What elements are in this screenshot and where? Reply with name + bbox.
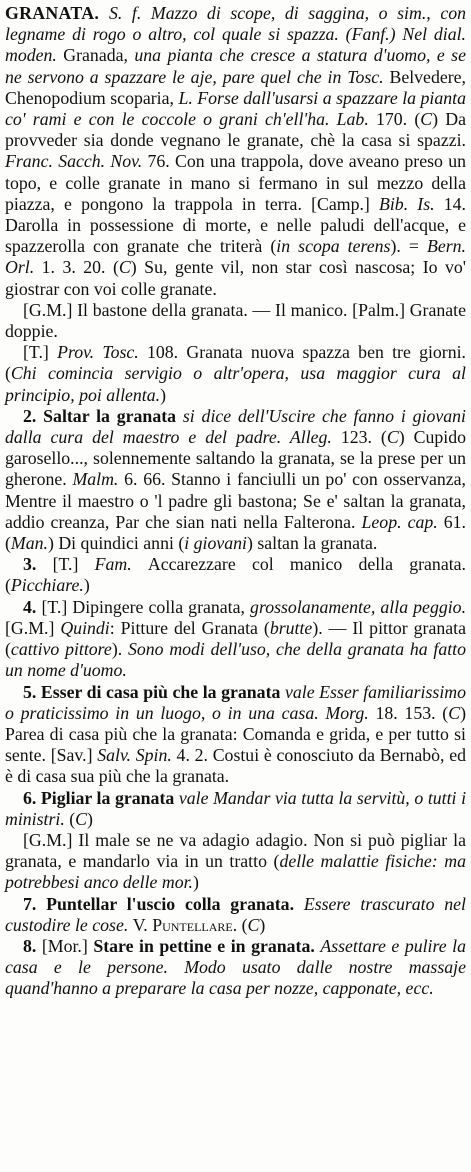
text-segment: [G.M.] Il bastone della granata. — Il manico. [Palm.] Granate doppie. [5, 299, 466, 342]
text-segment: brutte [269, 617, 313, 638]
text-segment: 6. 66. Stanno i fanciulli un po' con osservanza, Mentre il maestro o 'l padre gli bastona; Se e' saltan la granata, addio creanza, Par che sian nati nella Falterona. [5, 469, 467, 532]
entry-paragraph-sense-3 [5, 554, 466, 596]
text-segment: 14. Darolla in possessione di morte, e nelle paludi dell'acque, e spazzerolla con granate che triterà ( [5, 193, 466, 257]
text-segment: Chi comincia servigio o altr'opera, usa maggior cura al principio, poi allenta. [5, 363, 466, 405]
entry-paragraph-t-prov [5, 342, 466, 406]
text-segment: [G.M.] Il male se ne va adagio adagio. Non si può pigliar la granata, e mandarlo via in un tratto ( [5, 829, 466, 872]
text-segment: grossolanamente, alla peggio. [250, 596, 467, 617]
text-segment: Salv. Spin. [97, 745, 177, 766]
text-segment: ). [111, 639, 128, 660]
text-segment: ) Cupido garosello..., solennemente saltando la granata, se la prese per un gherone. [5, 427, 466, 490]
entry-paragraph-gm-bastone [5, 300, 466, 342]
text-segment: vale Mandar via tutta la servitù, o tutti i ministri. [5, 787, 467, 829]
entry-paragraph-sense-6 [5, 788, 466, 830]
text-segment: Belvedere, Chenopodium scoparia, [5, 66, 466, 108]
text-segment: C [247, 914, 260, 935]
text-segment: ). — Il pittor granata ( [5, 617, 466, 660]
text-segment: 4. [23, 596, 42, 617]
text-segment: ) [83, 575, 90, 596]
entry-paragraph-sense-5 [5, 682, 466, 788]
text-segment: Assettare e pulire la casa e le persone. Modo usato dalle nostre massaje quand'hanno a preparare la casa per nozze, capponate, ecc. [5, 935, 467, 999]
text-segment: Franc. Sacch. Nov. [5, 151, 148, 172]
text-segment: C [118, 257, 131, 278]
entry-paragraph-gm-male [5, 830, 466, 894]
text-segment: ) [259, 914, 266, 935]
text-segment: 108. Granata nuova spazza ben tre giorni. ( [5, 342, 466, 384]
text-segment: ). = [390, 236, 427, 257]
text-segment: una pianta che cresce a statura d'uomo, e se ne servono a spazzare le aje, pare quel che in Tosc. [5, 45, 466, 87]
entry-paragraph-sense-2 [5, 406, 466, 554]
text-segment: 7. Puntellar l'uscio colla granata. [23, 893, 304, 914]
text-segment: 2. Saltar la granata [23, 405, 183, 426]
text-segment: C [420, 109, 433, 130]
headword: GRANATA. [5, 3, 109, 23]
text-segment: [T.] [52, 554, 95, 575]
text-segment: V. [132, 914, 153, 935]
text-segment: i giovani [184, 533, 247, 554]
text-segment: ) Di quindici anni ( [47, 533, 185, 554]
text-segment: 18. 153. ( [375, 702, 449, 723]
text-segment: vale Esser familiarissimo o praticissimo in un luogo, o in una casa. Morg. [5, 681, 466, 723]
entry-paragraph-sense-8 [5, 936, 466, 1000]
text-segment: in scopa terens [276, 236, 391, 257]
text-segment: Fam. [94, 554, 148, 575]
text-segment: Bib. Is. [379, 193, 444, 214]
text-segment: Man. [10, 533, 48, 554]
text-segment: Prov. Tosc. [57, 342, 147, 363]
text-segment: 170. ( [375, 109, 421, 130]
entry-paragraph-sense-7 [5, 894, 466, 936]
text-segment: ) [193, 872, 199, 893]
text-segment: si dice dell'Uscire che fanno i giovani dalla cura del maestro e del padre. Alleg. [5, 405, 466, 448]
text-segment: S. f. Mazzo di scope, di saggina, o sim., con legname di rogo o altro, col quale si spazza. (Fanf.) Nel dial. moden. [5, 3, 466, 66]
text-segment: Leop. cap. [361, 511, 444, 532]
text-segment: 5. Esser di casa più che la granata [23, 681, 285, 702]
text-segment: ) Da provveder sia donde vegnano le granate, chè la casa si spazzi. [5, 109, 466, 151]
text-segment: ) [87, 808, 93, 829]
text-segment: 6. Pigliar la granata [23, 787, 179, 808]
text-segment: Granada, [63, 45, 135, 66]
text-segment: Bern. Orl. [5, 236, 466, 278]
text-segment: cattivo pittore [10, 639, 112, 660]
text-segment: [T.] [23, 342, 58, 363]
text-segment: Sono modi dell'uso, che della granata ha fatto un nome d'uomo. [5, 639, 467, 681]
entry-headword-definition [5, 3, 466, 300]
text-segment: 4. 2. Costui è conosciuto da Bernabò, ed è di casa sua più che la granata. [5, 745, 466, 787]
text-segment: 1. 3. 20. ( [41, 257, 119, 278]
text-segment: Stare in pettine e in granata. [93, 935, 321, 956]
text-segment: Accarezzare col manico della granata. ( [5, 554, 466, 596]
text-segment: 123. ( [340, 427, 387, 448]
text-segment: delle malattie fisiche: ma potrebbesi anco delle mor. [5, 851, 466, 893]
text-segment: 3. [23, 554, 53, 575]
text-segment: Picchiare. [10, 575, 84, 596]
text-segment: Puntellare [152, 914, 233, 935]
text-segment: Essere trascurato nel custodire le cose. [5, 893, 466, 935]
text-segment: [Mor.] [41, 935, 94, 956]
text-segment: 76. Con una trappola, dove aveano preso un topo, e colle granate in mano si fermano in sul mezzo della piazza, e pongono la trappola in terra. [Camp.] [5, 151, 466, 214]
text-segment: C [75, 808, 88, 829]
text-segment: ( [69, 808, 76, 829]
text-segment: [G.M.] [5, 617, 61, 638]
text-segment: ) Su, gente vil, non star così nascosa; Io vo' giostrar con voi colle granate. [5, 257, 467, 299]
text-segment: Malm. [72, 469, 125, 490]
text-segment: : Pitture del Granata ( [109, 617, 270, 638]
text-segment: L. Forse dall'usarsi a spazzare la pianta co' rami e con le coccole o grani ch'ell'ha. Lab. [5, 87, 466, 130]
text-segment: C [448, 702, 461, 723]
text-segment: ) Parea di casa più che la granata: Comanda e grida, e per tutto si sente. [Sav.] [5, 702, 467, 766]
text-segment: C [386, 427, 399, 448]
text-segment: 61. ( [5, 511, 466, 554]
entry-paragraph-sense-4 [5, 597, 466, 682]
text-segment: 8. [23, 935, 42, 956]
text-segment: [T.] Dipingere colla granata, [41, 596, 251, 617]
text-segment: . ( [232, 914, 248, 935]
text-segment: ) [160, 384, 167, 405]
text-segment: ) saltan la granata. [247, 533, 378, 554]
text-segment: Quindi [60, 617, 110, 638]
